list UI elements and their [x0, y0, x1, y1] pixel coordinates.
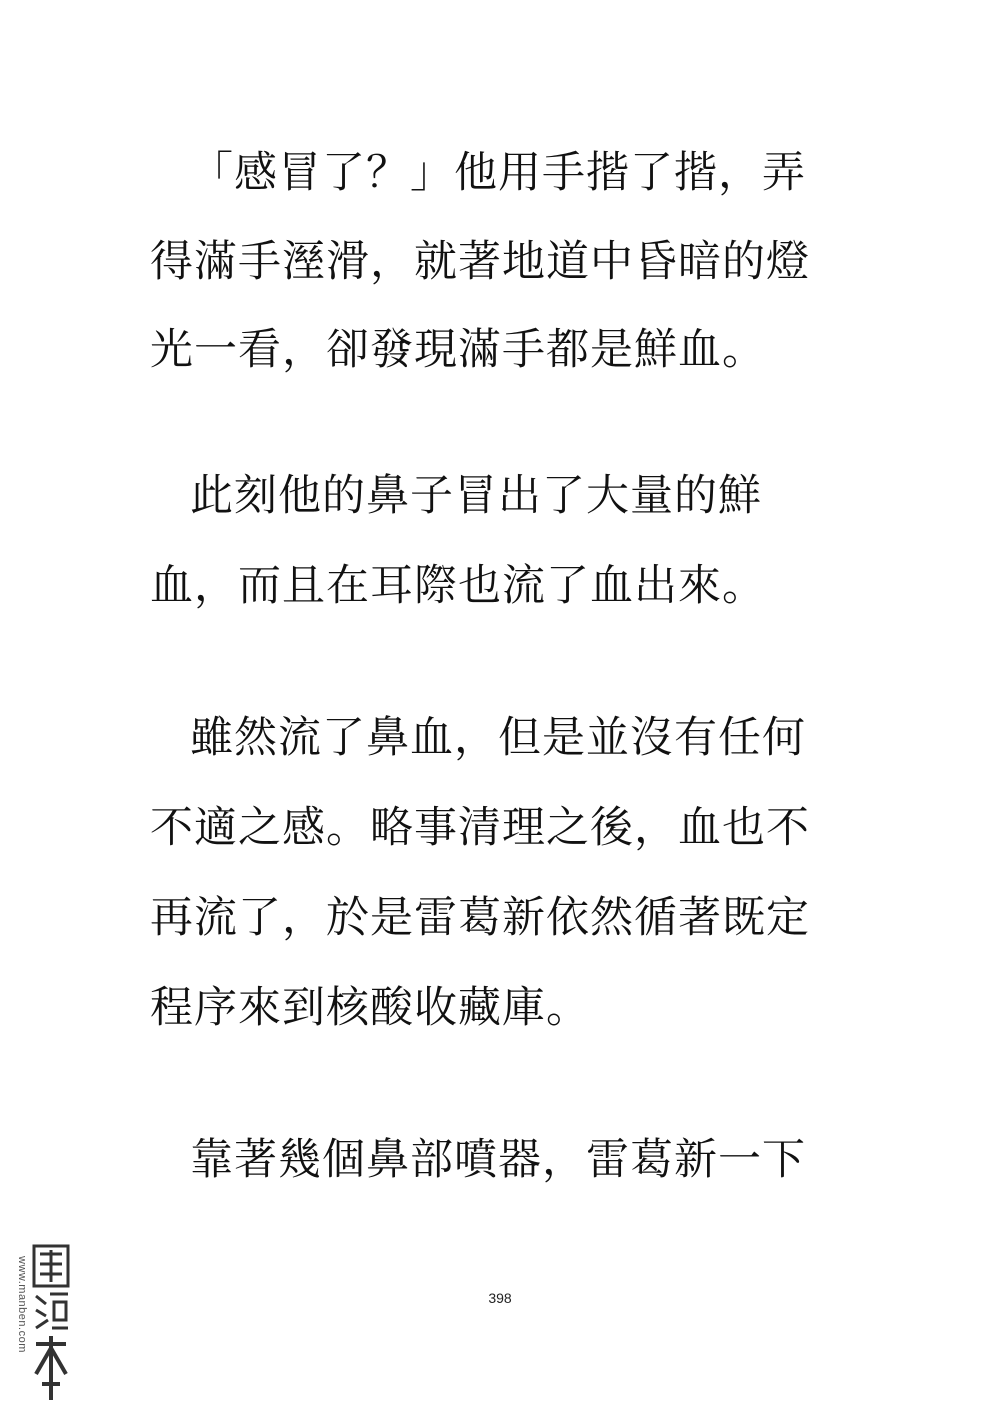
site-watermark [8, 1236, 72, 1404]
text-line: 血，而且在耳際也流了血出來。 [150, 561, 766, 611]
watermark-url: www.manben.com [16, 1256, 28, 1353]
text-line: 「感冒了？」他用手揩了揩，弄 [190, 148, 806, 198]
text-line: 靠著幾個鼻部噴器，雷葛新一下 [190, 1135, 806, 1185]
text-line: 得滿手溼滑，就著地道中昏暗的燈 [150, 237, 810, 287]
text-line: 再流了，於是雷葛新依然循著既定 [150, 893, 810, 943]
watermark-logo-icon [32, 1244, 70, 1404]
text-line: 不適之感。略事清理之後，血也不 [150, 803, 810, 853]
text-line: 此刻他的鼻子冒出了大量的鮮 [190, 471, 762, 521]
page-number: 398 [488, 1290, 512, 1306]
text-line: 光一看，卻發現滿手都是鮮血。 [150, 325, 766, 375]
text-line: 程序來到核酸收藏庫。 [150, 983, 590, 1033]
text-line: 雖然流了鼻血，但是並沒有任何 [190, 713, 806, 763]
